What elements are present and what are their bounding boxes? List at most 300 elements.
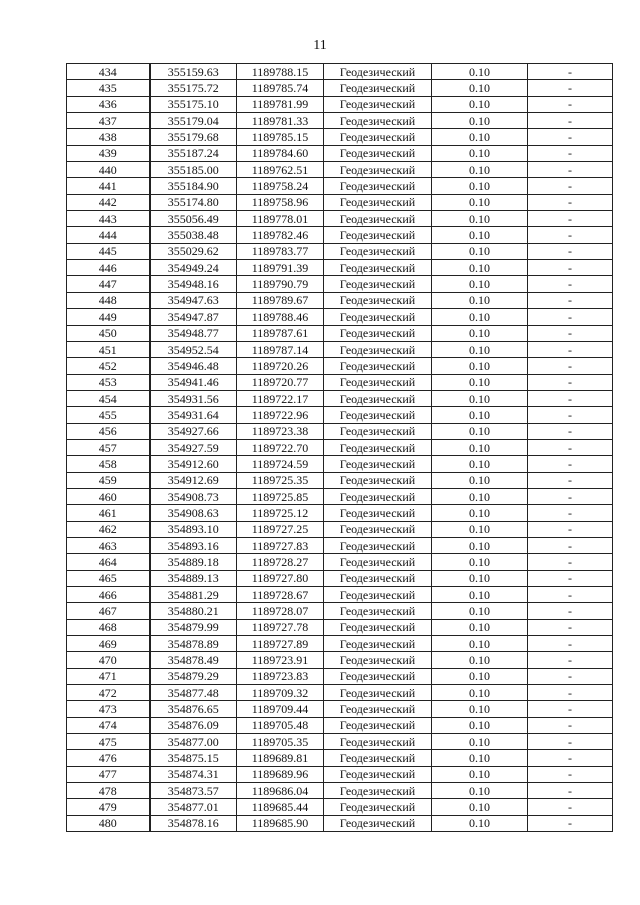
y-coordinate-cell: 1189705.35 xyxy=(237,734,324,750)
accuracy-cell: 0.10 xyxy=(432,603,528,619)
accuracy-cell: 0.10 xyxy=(432,766,528,782)
table-row xyxy=(67,64,613,80)
x-coordinate-cell: 354874.31 xyxy=(150,766,237,782)
table-row xyxy=(67,358,613,374)
table-row xyxy=(67,407,613,423)
accuracy-cell: 0.10 xyxy=(432,390,528,406)
y-coordinate-cell: 1189720.77 xyxy=(237,374,324,390)
y-coordinate-cell: 1189727.78 xyxy=(237,619,324,635)
method-cell: Геодезический xyxy=(324,407,432,423)
accuracy-cell: 0.10 xyxy=(432,717,528,733)
x-coordinate-cell: 354931.64 xyxy=(150,407,237,423)
y-coordinate-cell: 1189784.60 xyxy=(237,145,324,161)
table-row xyxy=(67,325,613,341)
point-number-cell: 464 xyxy=(67,554,150,570)
x-coordinate-cell: 354893.10 xyxy=(150,521,237,537)
table-row xyxy=(67,554,613,570)
point-number-cell: 457 xyxy=(67,439,150,455)
method-cell: Геодезический xyxy=(324,619,432,635)
accuracy-cell: 0.10 xyxy=(432,325,528,341)
note-cell: - xyxy=(528,488,613,504)
accuracy-cell: 0.10 xyxy=(432,554,528,570)
accuracy-cell: 0.10 xyxy=(432,276,528,292)
x-coordinate-cell: 354880.21 xyxy=(150,603,237,619)
method-cell: Геодезический xyxy=(324,799,432,815)
note-cell: - xyxy=(528,701,613,717)
y-coordinate-cell: 1189762.51 xyxy=(237,162,324,178)
table-row xyxy=(67,750,613,766)
accuracy-cell: 0.10 xyxy=(432,260,528,276)
point-number-cell: 443 xyxy=(67,211,150,227)
note-cell: - xyxy=(528,243,613,259)
point-number-cell: 460 xyxy=(67,488,150,504)
page-number: 11 xyxy=(313,38,327,53)
accuracy-cell: 0.10 xyxy=(432,652,528,668)
note-cell: - xyxy=(528,276,613,292)
accuracy-cell: 0.10 xyxy=(432,113,528,129)
method-cell: Геодезический xyxy=(324,766,432,782)
method-cell: Геодезический xyxy=(324,456,432,472)
point-number-cell: 472 xyxy=(67,685,150,701)
table-row xyxy=(67,113,613,129)
x-coordinate-cell: 354875.15 xyxy=(150,750,237,766)
point-number-cell: 445 xyxy=(67,243,150,259)
method-cell: Геодезический xyxy=(324,668,432,684)
y-coordinate-cell: 1189685.44 xyxy=(237,799,324,815)
x-coordinate-cell: 354948.77 xyxy=(150,325,237,341)
x-coordinate-cell: 355174.80 xyxy=(150,194,237,210)
accuracy-cell: 0.10 xyxy=(432,178,528,194)
method-cell: Геодезический xyxy=(324,162,432,178)
x-coordinate-cell: 355056.49 xyxy=(150,211,237,227)
y-coordinate-cell: 1189782.46 xyxy=(237,227,324,243)
x-coordinate-cell: 354927.59 xyxy=(150,439,237,455)
accuracy-cell: 0.10 xyxy=(432,243,528,259)
table-row xyxy=(67,717,613,733)
accuracy-cell: 0.10 xyxy=(432,668,528,684)
point-number-cell: 447 xyxy=(67,276,150,292)
y-coordinate-cell: 1189727.25 xyxy=(237,521,324,537)
accuracy-cell: 0.10 xyxy=(432,734,528,750)
point-number-cell: 454 xyxy=(67,390,150,406)
accuracy-cell: 0.10 xyxy=(432,64,528,80)
note-cell: - xyxy=(528,636,613,652)
table-row xyxy=(67,292,613,308)
y-coordinate-cell: 1189787.61 xyxy=(237,325,324,341)
method-cell: Геодезический xyxy=(324,783,432,799)
method-cell: Геодезический xyxy=(324,521,432,537)
accuracy-cell: 0.10 xyxy=(432,162,528,178)
table-row xyxy=(67,227,613,243)
accuracy-cell: 0.10 xyxy=(432,521,528,537)
point-number-cell: 458 xyxy=(67,456,150,472)
point-number-cell: 455 xyxy=(67,407,150,423)
table-row xyxy=(67,668,613,684)
note-cell: - xyxy=(528,194,613,210)
table-row xyxy=(67,701,613,717)
method-cell: Геодезический xyxy=(324,374,432,390)
x-coordinate-cell: 354889.18 xyxy=(150,554,237,570)
table-row xyxy=(67,505,613,521)
x-coordinate-cell: 355029.62 xyxy=(150,243,237,259)
note-cell: - xyxy=(528,619,613,635)
y-coordinate-cell: 1189788.46 xyxy=(237,309,324,325)
y-coordinate-cell: 1189781.33 xyxy=(237,113,324,129)
x-coordinate-cell: 354878.16 xyxy=(150,815,237,831)
note-cell: - xyxy=(528,799,613,815)
point-number-cell: 438 xyxy=(67,129,150,145)
accuracy-cell: 0.10 xyxy=(432,358,528,374)
accuracy-cell: 0.10 xyxy=(432,145,528,161)
accuracy-cell: 0.10 xyxy=(432,292,528,308)
y-coordinate-cell: 1189723.38 xyxy=(237,423,324,439)
point-number-cell: 459 xyxy=(67,472,150,488)
point-number-cell: 437 xyxy=(67,113,150,129)
y-coordinate-cell: 1189789.67 xyxy=(237,292,324,308)
point-number-cell: 473 xyxy=(67,701,150,717)
x-coordinate-cell: 354876.09 xyxy=(150,717,237,733)
method-cell: Геодезический xyxy=(324,325,432,341)
table-row xyxy=(67,815,613,831)
x-coordinate-cell: 355179.68 xyxy=(150,129,237,145)
method-cell: Геодезический xyxy=(324,80,432,96)
y-coordinate-cell: 1189723.91 xyxy=(237,652,324,668)
note-cell: - xyxy=(528,587,613,603)
table-row xyxy=(67,570,613,586)
method-cell: Геодезический xyxy=(324,243,432,259)
table-row xyxy=(67,243,613,259)
table-row xyxy=(67,685,613,701)
point-number-cell: 439 xyxy=(67,145,150,161)
note-cell: - xyxy=(528,423,613,439)
table-row xyxy=(67,488,613,504)
table-row xyxy=(67,734,613,750)
x-coordinate-cell: 354889.13 xyxy=(150,570,237,586)
x-coordinate-cell: 354877.48 xyxy=(150,685,237,701)
note-cell: - xyxy=(528,570,613,586)
method-cell: Геодезический xyxy=(324,113,432,129)
table-row xyxy=(67,96,613,112)
table-row xyxy=(67,145,613,161)
coordinates-table-body xyxy=(67,64,613,832)
note-cell: - xyxy=(528,374,613,390)
y-coordinate-cell: 1189722.17 xyxy=(237,390,324,406)
accuracy-cell: 0.10 xyxy=(432,505,528,521)
x-coordinate-cell: 355187.24 xyxy=(150,145,237,161)
method-cell: Геодезический xyxy=(324,815,432,831)
point-number-cell: 475 xyxy=(67,734,150,750)
table-row xyxy=(67,799,613,815)
accuracy-cell: 0.10 xyxy=(432,783,528,799)
table-row xyxy=(67,587,613,603)
y-coordinate-cell: 1189791.39 xyxy=(237,260,324,276)
method-cell: Геодезический xyxy=(324,145,432,161)
method-cell: Геодезический xyxy=(324,96,432,112)
y-coordinate-cell: 1189722.70 xyxy=(237,439,324,455)
method-cell: Геодезический xyxy=(324,701,432,717)
note-cell: - xyxy=(528,96,613,112)
y-coordinate-cell: 1189686.04 xyxy=(237,783,324,799)
accuracy-cell: 0.10 xyxy=(432,701,528,717)
x-coordinate-cell: 354952.54 xyxy=(150,341,237,357)
note-cell: - xyxy=(528,325,613,341)
accuracy-cell: 0.10 xyxy=(432,619,528,635)
point-number-cell: 465 xyxy=(67,570,150,586)
table-row xyxy=(67,439,613,455)
y-coordinate-cell: 1189785.74 xyxy=(237,80,324,96)
table-row xyxy=(67,260,613,276)
note-cell: - xyxy=(528,603,613,619)
point-number-cell: 463 xyxy=(67,537,150,553)
method-cell: Геодезический xyxy=(324,603,432,619)
note-cell: - xyxy=(528,80,613,96)
point-number-cell: 480 xyxy=(67,815,150,831)
table-row xyxy=(67,162,613,178)
x-coordinate-cell: 354912.69 xyxy=(150,472,237,488)
point-number-cell: 441 xyxy=(67,178,150,194)
x-coordinate-cell: 354927.66 xyxy=(150,423,237,439)
y-coordinate-cell: 1189685.90 xyxy=(237,815,324,831)
point-number-cell: 466 xyxy=(67,587,150,603)
y-coordinate-cell: 1189758.24 xyxy=(237,178,324,194)
note-cell: - xyxy=(528,129,613,145)
accuracy-cell: 0.10 xyxy=(432,341,528,357)
accuracy-cell: 0.10 xyxy=(432,80,528,96)
x-coordinate-cell: 355179.04 xyxy=(150,113,237,129)
note-cell: - xyxy=(528,439,613,455)
x-coordinate-cell: 354877.01 xyxy=(150,799,237,815)
note-cell: - xyxy=(528,113,613,129)
note-cell: - xyxy=(528,341,613,357)
y-coordinate-cell: 1189720.26 xyxy=(237,358,324,374)
point-number-cell: 448 xyxy=(67,292,150,308)
method-cell: Геодезический xyxy=(324,570,432,586)
note-cell: - xyxy=(528,717,613,733)
note-cell: - xyxy=(528,652,613,668)
note-cell: - xyxy=(528,685,613,701)
table-row xyxy=(67,521,613,537)
note-cell: - xyxy=(528,537,613,553)
table-row xyxy=(67,652,613,668)
accuracy-cell: 0.10 xyxy=(432,96,528,112)
accuracy-cell: 0.10 xyxy=(432,750,528,766)
accuracy-cell: 0.10 xyxy=(432,194,528,210)
point-number-cell: 444 xyxy=(67,227,150,243)
table-row xyxy=(67,766,613,782)
table-row xyxy=(67,80,613,96)
accuracy-cell: 0.10 xyxy=(432,374,528,390)
table-row xyxy=(67,783,613,799)
note-cell: - xyxy=(528,472,613,488)
method-cell: Геодезический xyxy=(324,309,432,325)
x-coordinate-cell: 354873.57 xyxy=(150,783,237,799)
accuracy-cell: 0.10 xyxy=(432,211,528,227)
point-number-cell: 462 xyxy=(67,521,150,537)
table-row xyxy=(67,178,613,194)
accuracy-cell: 0.10 xyxy=(432,537,528,553)
y-coordinate-cell: 1189727.89 xyxy=(237,636,324,652)
point-number-cell: 440 xyxy=(67,162,150,178)
method-cell: Геодезический xyxy=(324,587,432,603)
method-cell: Геодезический xyxy=(324,439,432,455)
x-coordinate-cell: 355175.10 xyxy=(150,96,237,112)
method-cell: Геодезический xyxy=(324,472,432,488)
point-number-cell: 476 xyxy=(67,750,150,766)
point-number-cell: 470 xyxy=(67,652,150,668)
accuracy-cell: 0.10 xyxy=(432,685,528,701)
note-cell: - xyxy=(528,145,613,161)
method-cell: Геодезический xyxy=(324,178,432,194)
x-coordinate-cell: 354878.49 xyxy=(150,652,237,668)
y-coordinate-cell: 1189725.85 xyxy=(237,488,324,504)
table-row xyxy=(67,423,613,439)
note-cell: - xyxy=(528,64,613,80)
x-coordinate-cell: 354908.73 xyxy=(150,488,237,504)
point-number-cell: 452 xyxy=(67,358,150,374)
note-cell: - xyxy=(528,309,613,325)
note-cell: - xyxy=(528,505,613,521)
accuracy-cell: 0.10 xyxy=(432,407,528,423)
x-coordinate-cell: 354893.16 xyxy=(150,537,237,553)
point-number-cell: 453 xyxy=(67,374,150,390)
method-cell: Геодезический xyxy=(324,554,432,570)
x-coordinate-cell: 354947.63 xyxy=(150,292,237,308)
accuracy-cell: 0.10 xyxy=(432,227,528,243)
accuracy-cell: 0.10 xyxy=(432,587,528,603)
x-coordinate-cell: 354876.65 xyxy=(150,701,237,717)
point-number-cell: 435 xyxy=(67,80,150,96)
note-cell: - xyxy=(528,783,613,799)
table-row xyxy=(67,194,613,210)
y-coordinate-cell: 1189728.67 xyxy=(237,587,324,603)
x-coordinate-cell: 354881.29 xyxy=(150,587,237,603)
method-cell: Геодезический xyxy=(324,358,432,374)
accuracy-cell: 0.10 xyxy=(432,456,528,472)
note-cell: - xyxy=(528,815,613,831)
accuracy-cell: 0.10 xyxy=(432,423,528,439)
table-row xyxy=(67,309,613,325)
note-cell: - xyxy=(528,668,613,684)
note-cell: - xyxy=(528,260,613,276)
point-number-cell: 469 xyxy=(67,636,150,652)
point-number-cell: 474 xyxy=(67,717,150,733)
method-cell: Геодезический xyxy=(324,636,432,652)
method-cell: Геодезический xyxy=(324,129,432,145)
y-coordinate-cell: 1189727.80 xyxy=(237,570,324,586)
y-coordinate-cell: 1189783.77 xyxy=(237,243,324,259)
note-cell: - xyxy=(528,178,613,194)
accuracy-cell: 0.10 xyxy=(432,570,528,586)
note-cell: - xyxy=(528,358,613,374)
point-number-cell: 477 xyxy=(67,766,150,782)
table-row xyxy=(67,211,613,227)
table-row xyxy=(67,390,613,406)
table-row xyxy=(67,619,613,635)
method-cell: Геодезический xyxy=(324,685,432,701)
y-coordinate-cell: 1189781.99 xyxy=(237,96,324,112)
table-row xyxy=(67,603,613,619)
method-cell: Геодезический xyxy=(324,260,432,276)
point-number-cell: 468 xyxy=(67,619,150,635)
method-cell: Геодезический xyxy=(324,652,432,668)
y-coordinate-cell: 1189689.81 xyxy=(237,750,324,766)
x-coordinate-cell: 355184.90 xyxy=(150,178,237,194)
x-coordinate-cell: 354946.48 xyxy=(150,358,237,374)
method-cell: Геодезический xyxy=(324,292,432,308)
y-coordinate-cell: 1189725.35 xyxy=(237,472,324,488)
point-number-cell: 451 xyxy=(67,341,150,357)
accuracy-cell: 0.10 xyxy=(432,309,528,325)
note-cell: - xyxy=(528,766,613,782)
point-number-cell: 478 xyxy=(67,783,150,799)
x-coordinate-cell: 355185.00 xyxy=(150,162,237,178)
point-number-cell: 467 xyxy=(67,603,150,619)
note-cell: - xyxy=(528,734,613,750)
y-coordinate-cell: 1189709.32 xyxy=(237,685,324,701)
x-coordinate-cell: 354941.46 xyxy=(150,374,237,390)
y-coordinate-cell: 1189785.15 xyxy=(237,129,324,145)
method-cell: Геодезический xyxy=(324,717,432,733)
note-cell: - xyxy=(528,554,613,570)
point-number-cell: 456 xyxy=(67,423,150,439)
note-cell: - xyxy=(528,521,613,537)
x-coordinate-cell: 354949.24 xyxy=(150,260,237,276)
method-cell: Геодезический xyxy=(324,341,432,357)
y-coordinate-cell: 1189788.15 xyxy=(237,64,324,80)
method-cell: Геодезический xyxy=(324,734,432,750)
x-coordinate-cell: 354912.60 xyxy=(150,456,237,472)
accuracy-cell: 0.10 xyxy=(432,815,528,831)
note-cell: - xyxy=(528,456,613,472)
point-number-cell: 434 xyxy=(67,64,150,80)
y-coordinate-cell: 1189723.83 xyxy=(237,668,324,684)
point-number-cell: 461 xyxy=(67,505,150,521)
table-row xyxy=(67,456,613,472)
x-coordinate-cell: 354947.87 xyxy=(150,309,237,325)
point-number-cell: 479 xyxy=(67,799,150,815)
y-coordinate-cell: 1189787.14 xyxy=(237,341,324,357)
y-coordinate-cell: 1189728.07 xyxy=(237,603,324,619)
accuracy-cell: 0.10 xyxy=(432,799,528,815)
method-cell: Геодезический xyxy=(324,194,432,210)
x-coordinate-cell: 355038.48 xyxy=(150,227,237,243)
x-coordinate-cell: 354948.16 xyxy=(150,276,237,292)
point-number-cell: 449 xyxy=(67,309,150,325)
method-cell: Геодезический xyxy=(324,276,432,292)
y-coordinate-cell: 1189727.83 xyxy=(237,537,324,553)
x-coordinate-cell: 354877.00 xyxy=(150,734,237,750)
x-coordinate-cell: 354879.99 xyxy=(150,619,237,635)
table-row xyxy=(67,472,613,488)
y-coordinate-cell: 1189705.48 xyxy=(237,717,324,733)
method-cell: Геодезический xyxy=(324,423,432,439)
table-row xyxy=(67,537,613,553)
point-number-cell: 436 xyxy=(67,96,150,112)
coordinates-table xyxy=(66,63,613,832)
method-cell: Геодезический xyxy=(324,537,432,553)
x-coordinate-cell: 354879.29 xyxy=(150,668,237,684)
note-cell: - xyxy=(528,390,613,406)
note-cell: - xyxy=(528,407,613,423)
method-cell: Геодезический xyxy=(324,227,432,243)
note-cell: - xyxy=(528,227,613,243)
point-number-cell: 450 xyxy=(67,325,150,341)
method-cell: Геодезический xyxy=(324,505,432,521)
accuracy-cell: 0.10 xyxy=(432,488,528,504)
method-cell: Геодезический xyxy=(324,64,432,80)
method-cell: Геодезический xyxy=(324,390,432,406)
method-cell: Геодезический xyxy=(324,211,432,227)
